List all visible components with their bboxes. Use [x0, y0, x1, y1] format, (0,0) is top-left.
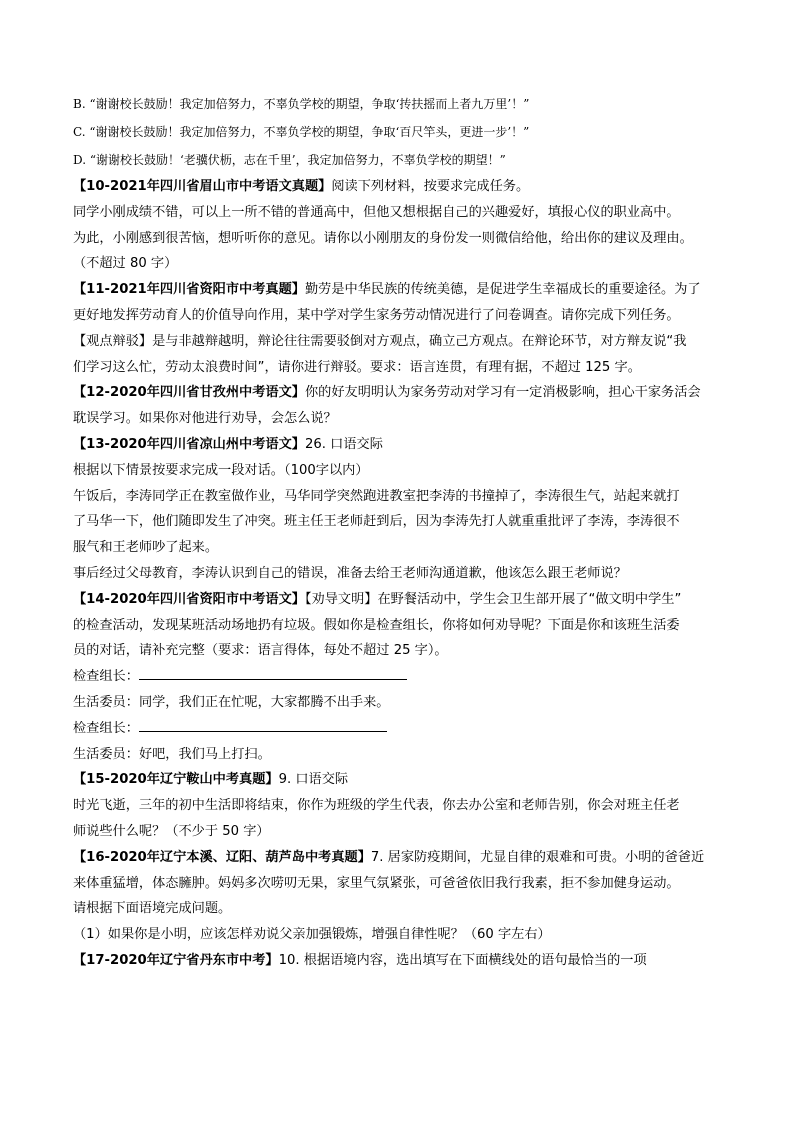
paragraph-line: 员的对话，请补充完整（要求：语言得体，每处不超过 25 字）。: [73, 643, 448, 659]
question-lead: 你的好友明明认为家务劳动对学习有一定消极影响，担心干家务活会: [304, 385, 701, 401]
option-d: [73, 146, 733, 174]
option-b: [73, 90, 733, 118]
question-source: 【14-2020年四川省资阳市中考语文】: [73, 591, 305, 607]
dialog-line: [73, 742, 733, 768]
question-source: 【13-2020年四川省凉山州中考语文】: [73, 436, 305, 452]
dialog-line: [73, 664, 733, 690]
paragraph-line: 们学习这么忙，劳动太浪费时间”，请你进行辩驳。要求：语言连贯，有理有据，不超过 125 字。: [73, 359, 641, 375]
question-10-header: [73, 174, 733, 200]
paragraph-line: 请根据下面语境完成问题。: [73, 901, 232, 917]
paragraph-line: 事后经过父母教育，李涛认识到自己的错误，准备去给王老师沟通道歉，他该怎么跟王老师说？: [73, 565, 627, 581]
paragraph-line: 时光飞逝，三年的初中生活即将结束，你作为班级的学生代表，你去办公室和老师告别，你会对班主任老: [73, 798, 680, 814]
paragraph-line: 为此，小刚感到很苦恼，想听听你的意见。请你以小刚朋友的身份发一则微信给他，给出你的建议及理由。: [73, 230, 693, 246]
paragraph-line: 根据以下情景按要求完成一段对话。（100字以内）: [73, 462, 369, 478]
question-11-header: [73, 277, 733, 303]
dialog-speaker: 生活委员：: [73, 694, 139, 710]
question-14-header: [73, 587, 733, 613]
option-c: [73, 118, 733, 146]
option-text: “谢谢校长鼓励！我定加倍努力，不辜负学校的期望，争取‘抟扶摇而上者九万里’！”: [89, 97, 530, 111]
question-lead: 7. 居家防疫期间，尤显自律的艰难和可贵。小明的爸爸近: [370, 849, 705, 865]
dialog-line: [73, 690, 733, 716]
paragraph-line: （不超过 80 字）: [73, 256, 178, 272]
question-source: 【16-2020年辽宁本溪、辽阳、葫芦岛中考真题】: [73, 849, 371, 865]
answer-blank[interactable]: [139, 665, 407, 680]
option-text: “谢谢校长鼓励！我定加倍努力，不辜负学校的期望，争取‘百尺竿头，更进一步’！”: [89, 125, 530, 139]
question-12-header: [73, 380, 733, 406]
paragraph-line: 同学小刚成绩不错，可以上一所不错的普通高中，但他又想根据自己的兴趣爱好，填报心仪的职业高中。: [73, 204, 680, 220]
question-lead: 26. 口语交际: [304, 436, 383, 452]
option-text: “谢谢校长鼓励！‘老骥伏枥，志在千里’，我定加倍努力，不辜负学校的期望！”: [89, 153, 506, 167]
paragraph-line: （1）如果你是小明，应该怎样劝说父亲加强锻炼，增强自律性呢？（60 字左右）: [73, 927, 551, 943]
question-source: 【17-2020年辽宁省丹东市中考】: [73, 952, 279, 968]
dialog-text: 好吧，我们马上打扫。: [138, 746, 271, 762]
paragraph-line: 【观点辩驳】是与非越辩越明，辩论往往需要驳倒对方观点，确立己方观点。在辩论环节，对方辩友说“我: [73, 333, 687, 349]
paragraph-line: 了马华一下，他们随即发生了冲突。班主任王老师赶到后，因为李涛先打人就重重批评了李涛，李涛很不: [73, 514, 680, 530]
paragraph-line: 耽误学习。如果你对他进行劝导，会怎么说？: [73, 411, 337, 427]
question-17-header: [73, 948, 733, 974]
question-16-header: [73, 845, 733, 871]
answer-blank[interactable]: [139, 717, 387, 732]
question-source: 【11-2021年四川省资阳市中考真题】: [73, 282, 305, 298]
dialog-speaker: 检查组长：: [73, 669, 139, 685]
paragraph-line: 服气和王老师吵了起来。: [73, 540, 219, 556]
question-lead: 【劝导文明】在野餐活动中，学生会卫生部开展了“做文明中学生”: [304, 591, 682, 607]
question-lead: 勤劳是中华民族的传统美德，是促进学生幸福成长的重要途径。为了: [304, 282, 701, 298]
paragraph-line: 更好地发挥劳动育人的价值导向作用，某中学对学生家务劳动情况进行了问卷调查。请你完成下列任务。: [73, 307, 680, 323]
question-source: 【10-2021年四川省眉山市中考语文真题】: [73, 179, 332, 194]
paragraph-line: 的检查活动，发现某班活动场地扔有垃圾。假如你是检查组长，你将如何劝导呢？下面是你和该班生活委: [73, 617, 680, 633]
option-label: C.: [73, 125, 86, 139]
question-lead: 阅读下列材料，按要求完成任务。: [331, 179, 530, 194]
question-source: 【12-2020年四川省甘孜州中考语文】: [73, 385, 305, 401]
dialog-text: 同学，我们正在忙呢，大家都腾不出手来。: [138, 694, 390, 710]
option-label: B.: [73, 97, 86, 111]
paragraph-line: 师说些什么呢？（不少于 50 字）: [73, 823, 270, 839]
question-source: 【15-2020年辽宁鞍山中考真题】: [73, 772, 279, 788]
paragraph-line: 午饭后，李涛同学正在教室做作业，马华同学突然跑进教室把李涛的书撞掉了，李涛很生气，站起来就打: [73, 488, 680, 504]
dialog-speaker: 检查组长：: [73, 720, 139, 736]
paragraph-line: 来体重猛增，体态臃肿。妈妈多次唠叨无果，家里气氛紧张，可爸爸依旧我行我素，拒不参加健身运动。: [73, 875, 680, 891]
question-lead: 9. 口语交际: [278, 772, 349, 788]
dialog-speaker: 生活委员：: [73, 746, 139, 762]
dialog-line: [73, 716, 733, 742]
question-15-header: [73, 767, 733, 793]
question-lead: 10. 根据语境内容，选出填写在下面横线处的语句最恰当的一项: [278, 952, 647, 968]
option-label: D.: [73, 153, 87, 167]
document-page: [73, 90, 733, 974]
question-13-header: [73, 432, 733, 458]
